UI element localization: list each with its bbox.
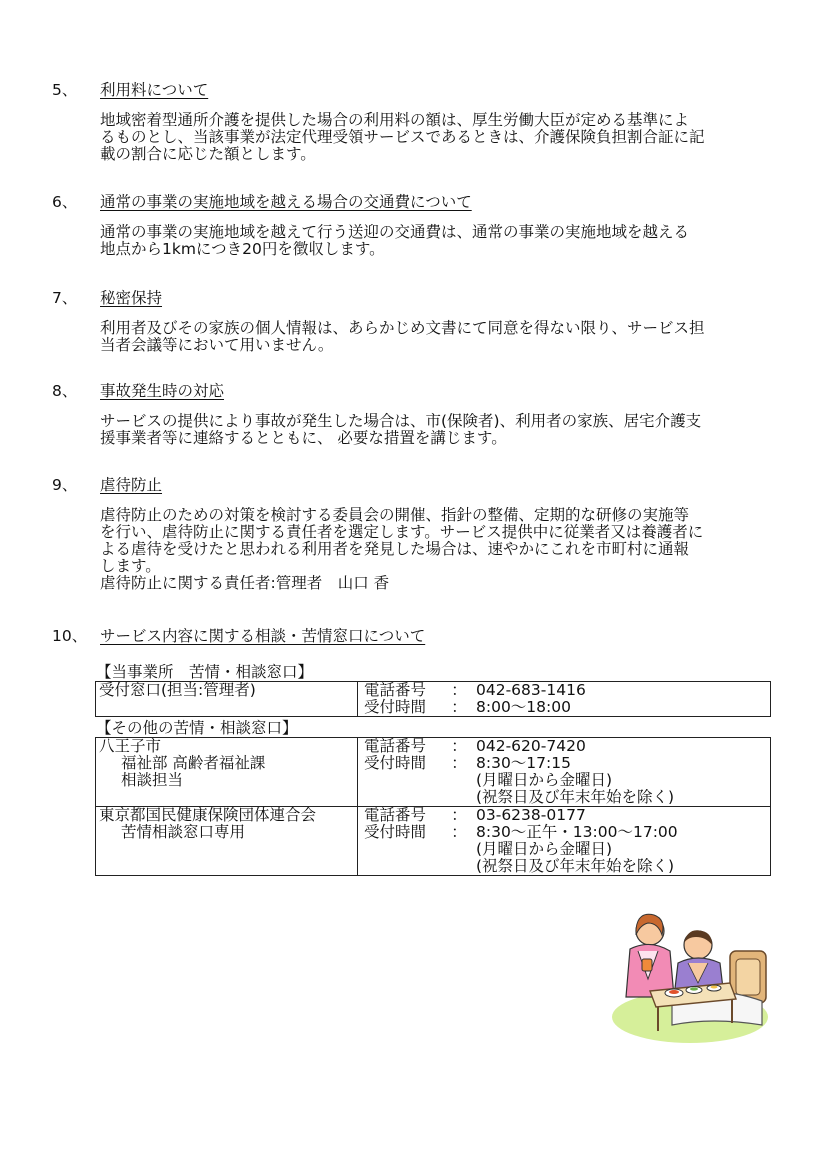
body-line: 地域密着型通所介護を提供した場合の利用料の額は、厚生労働大臣が定める基準によ (100, 111, 690, 129)
table-row: 受付窓口(担当:管理者) 電話番号 受付時間 ： ： 042-683-1416 8:00～18:00 (96, 682, 771, 717)
section-number: 6、 (52, 193, 78, 211)
section-title: 通常の事業の実施地域を越える場合の交通費について (100, 193, 472, 211)
contact-name: 受付窓口(担当:管理者) (96, 682, 358, 717)
section-number: 7、 (52, 289, 78, 307)
section-heading (52, 475, 772, 495)
caregiver-serving-meal-illustration (612, 905, 772, 1045)
body-line: 虐待防止のための対策を検討する委員会の開催、指針の整備、定期的な研修の実施等 (100, 506, 690, 524)
section-body (100, 224, 772, 258)
body-line: を行い、虐待防止に関する責任者を選定します。サービス提供中に従業者又は養護者に (100, 523, 704, 541)
hours-label: 受付時間 (364, 698, 427, 716)
section-heading (52, 192, 772, 212)
tel-label: 電話番号 (364, 681, 427, 699)
table-row: 八王子市 福祉部 高齢者福祉課 相談担当 電話番号 受付時間 ： ： 042-620-7420 8:30～17:15 (月曜日から金曜日) (祝祭日及び年末年始を除く) (96, 738, 771, 807)
body-line: 利用者及びその家族の個人情報は、あらかじめ文書にて同意を得ない限り、サービス担 (100, 319, 705, 337)
body-line: 載の割合に応じた額とします。 (100, 145, 316, 163)
phone-number: 03-6238-0177 (476, 806, 586, 824)
section-number: 10、 (52, 627, 88, 645)
section-8 (52, 381, 772, 447)
reception-exceptions: (祝祭日及び年末年始を除く) (476, 788, 675, 806)
section-number: 9、 (52, 476, 78, 494)
contact-name: 東京都国民健康保険団体連合会 (99, 806, 317, 824)
body-line: します。 (100, 557, 161, 575)
hours-label: 受付時間 (364, 823, 427, 841)
section-body (100, 320, 772, 354)
reception-exceptions: (祝祭日及び年末年始を除く) (476, 857, 675, 875)
body-line: 援事業者等に連絡するとともに、 必要な措置を講じます。 (100, 429, 507, 447)
other-windows-label: 【その他の苦情・相談窓口】 (96, 719, 298, 737)
section-title: 事故発生時の対応 (100, 382, 225, 400)
contact-name: 八王子市 (99, 737, 162, 755)
section-body (100, 507, 772, 592)
section-number: 5、 (52, 81, 78, 99)
section-title: 秘密保持 (100, 289, 163, 307)
contact-dept: 苦情相談窓口専用 (121, 823, 246, 841)
section-title: 利用料について (100, 81, 209, 99)
table-row: 東京都国民健康保険団体連合会 苦情相談窓口専用 電話番号 受付時間 ： ： 03-6238-0177 8:30～正午・13:00～17:00 (月曜日から金曜日) (祝祭日及び年末年始を除く) (96, 807, 771, 876)
section-heading (52, 80, 772, 100)
tel-label: 電話番号 (364, 737, 427, 755)
section-5 (52, 80, 772, 163)
section-7 (52, 288, 772, 354)
reception-hours: 8:30～正午・13:00～17:00 (476, 823, 678, 841)
phone-number: 042-683-1416 (476, 681, 586, 699)
reception-days: (月曜日から金曜日) (476, 771, 613, 789)
section-10 (52, 626, 772, 646)
section-9 (52, 475, 772, 592)
abuse-officer-line: 虐待防止に関する責任者:管理者 山口 香 (100, 574, 390, 592)
body-line: 地点から1kmにつき20円を徴収します。 (100, 240, 385, 258)
reception-hours: 8:00～18:00 (476, 698, 571, 716)
section-heading (52, 626, 772, 646)
section-title: 虐待防止 (100, 476, 163, 494)
section-heading (52, 288, 772, 308)
body-line: 当者会議等において用いません。 (100, 336, 334, 354)
hours-label: 受付時間 (364, 754, 427, 772)
own-office-table (95, 681, 771, 717)
section-heading (52, 381, 772, 401)
own-office-label: 【当事業所 苦情・相談窓口】 (96, 663, 314, 681)
section-body (100, 413, 772, 447)
body-line: サービスの提供により事故が発生した場合は、市(保険者)、利用者の家族、居宅介護支 (100, 412, 702, 430)
phone-number: 042-620-7420 (476, 737, 586, 755)
section-title: サービス内容に関する相談・苦情窓口について (100, 627, 426, 645)
section-body (100, 112, 772, 163)
tel-label: 電話番号 (364, 806, 427, 824)
reception-days: (月曜日から金曜日) (476, 840, 613, 858)
contact-role: 相談担当 (121, 771, 184, 789)
body-line: 通常の事業の実施地域を越えて行う送迎の交通費は、通常の事業の実施地域を越える (100, 223, 690, 241)
body-line: るものとし、当該事業が法定代理受領サービスであるときは、介護保険負担割合証に記 (100, 128, 705, 146)
section-number: 8、 (52, 382, 78, 400)
contact-dept: 福祉部 高齢者福祉課 (121, 754, 266, 772)
reception-hours: 8:30～17:15 (476, 754, 571, 772)
body-line: よる虐待を受けたと思われる利用者を発見した場合は、速やかにこれを市町村に通報 (100, 540, 690, 558)
section-6 (52, 192, 772, 258)
other-windows-table (95, 737, 771, 876)
